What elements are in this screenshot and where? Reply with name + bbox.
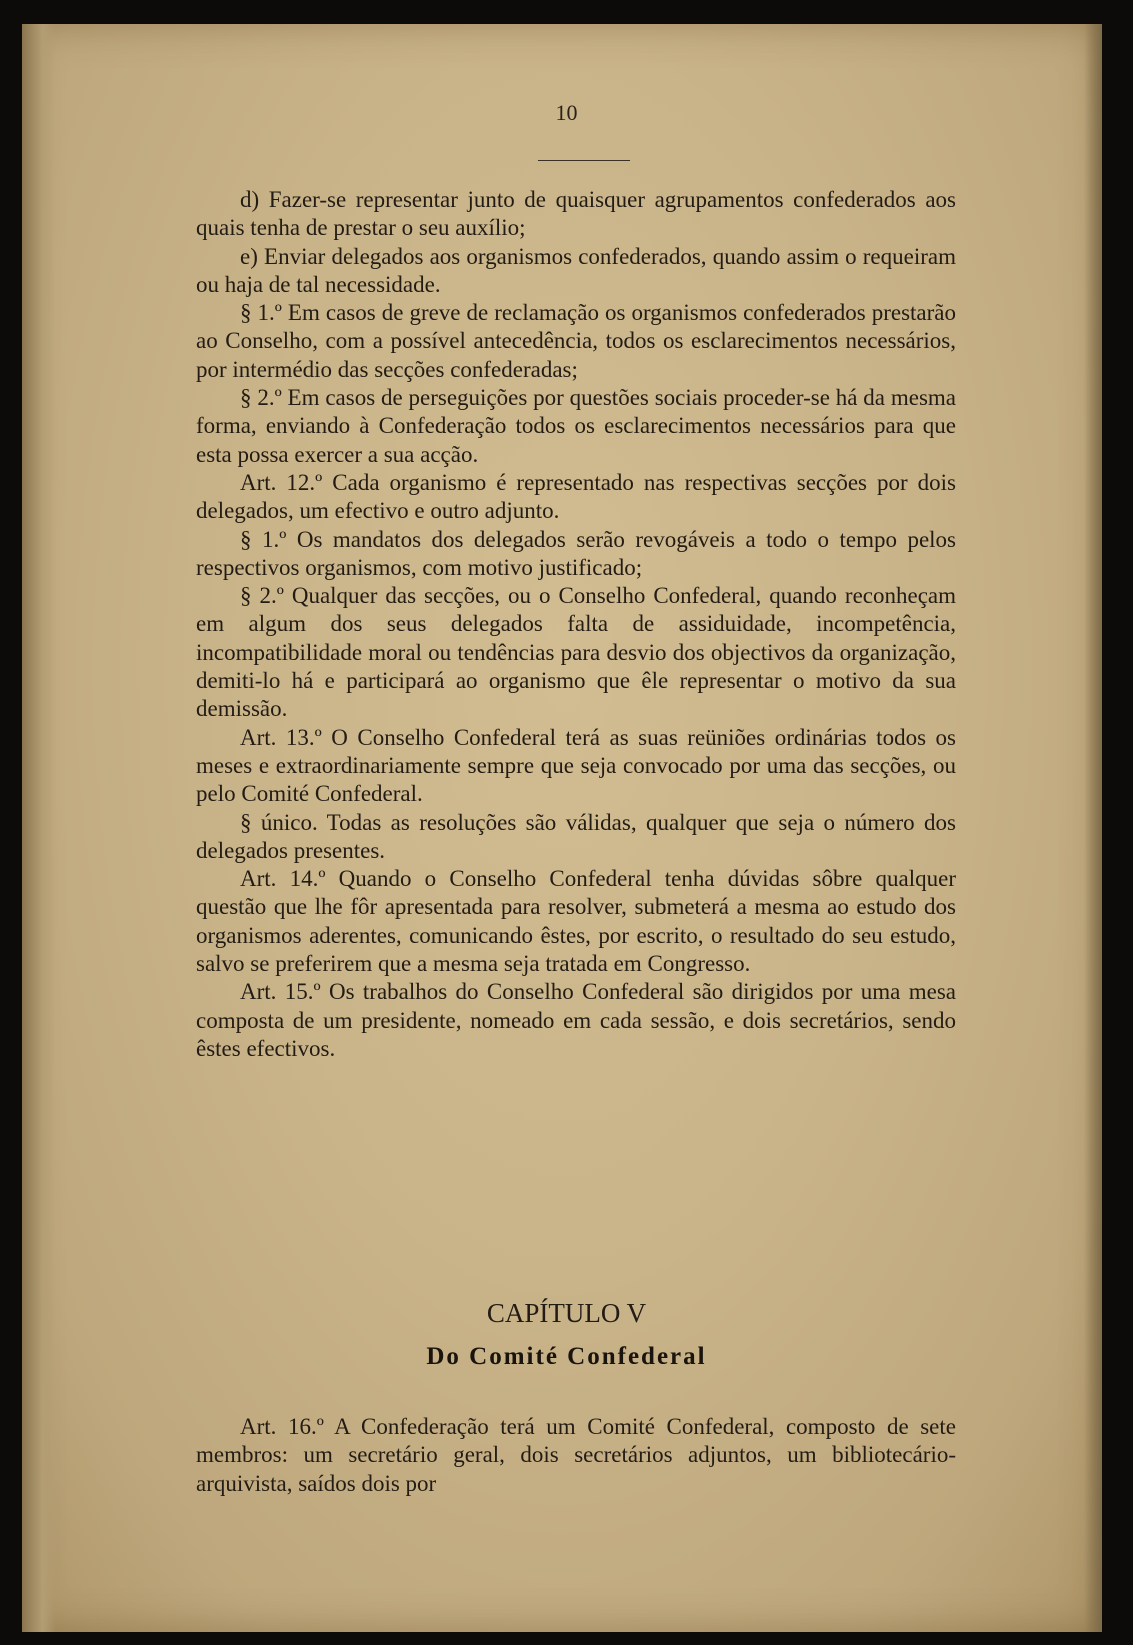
paragraph-art-13: Art. 13.º O Conselho Confederal terá as suas reüniões ordinárias todos os meses e extraordinariamente sempre que seja convocado por uma das secções, ou pelo Comité Confederal. <box>196 724 956 807</box>
header-rule <box>538 160 630 161</box>
page-number: 10 <box>555 100 578 125</box>
paragraph-art-12: Art. 12.º Cada organismo é representado nas respectivas secções por dois delegados, um efectivo e outro adjunto. <box>196 469 956 524</box>
paragraph-item-d: d) Fazer-se representar junto de quaisquer agrupamentos confederados aos quais tenha de prestar o seu auxílio; <box>196 187 956 241</box>
chapter-title: CAPÍTULO V <box>486 1298 647 1328</box>
paragraph-art-16: Art. 16.º A Confederação terá um Comité Confederal, composto de sete membros: um secretário geral, dois secretários adjuntos, um bibliotecário-arquivista, saídos dois por <box>196 1414 956 1496</box>
chapter-subtitle: Do Comité Confederal <box>426 1343 707 1370</box>
page-right-edge <box>1084 24 1102 1632</box>
paragraph-section-1: § 1.º Em casos de greve de reclamação os organismos confederados prestarão ao Conselho, com a possível antecedência, todos os esclarecimentos necessários, por intermédio das secções confederadas; <box>196 300 956 382</box>
body-text <box>196 186 956 1063</box>
paragraph-art-12-section-2: § 2.º Qualquer das secções, ou o Conselho Confederal, quando reconheçam em algum dos seus delegados falta de assiduidade, incompetência, incompatibilidade moral ou tendências para desvio dos objectivos da organização, demiti-lo há e participará ao organismo que êle representar o motivo da sua demissão. <box>196 583 956 722</box>
paragraph-art-12-section-1: § 1.º Os mandatos dos delegados serão revogáveis a todo o tempo pelos respectivos organismos, com motivo justificado; <box>196 526 956 580</box>
paragraph-art-14: Art. 14.º Quando o Conselho Confederal tenha dúvidas sôbre qualquer questão que lhe fôr apresentada para resolver, submeterá a mesma ao estudo dos organismos aderentes, comunicando êstes, por escrito, o resultado do seu estudo, salvo se preferirem que a mesma seja tratada em Congresso. <box>196 866 956 977</box>
paragraph-section-2: § 2.º Em casos de perseguições por questões sociais proceder-se há da mesma forma, enviando à Confederação todos os esclarecimentos necessários para que esta possa exercer a sua acção. <box>196 385 956 467</box>
paragraph-art-13-single-section: § único. Todas as resoluções são válidas, qualquer que seja o número dos delegados presentes. <box>196 809 956 863</box>
paragraph-item-e: e) Enviar delegados aos organismos confederados, quando assim o requeiram ou haja de tal necessidade. <box>196 243 956 297</box>
paragraph-art-15: Art. 15.º Os trabalhos do Conselho Confederal são dirigidos por uma mesa composta de um presidente, nomeado em cada sessão, e dois secretários, sendo êstes efectivos. <box>196 979 956 1061</box>
body-text-continued <box>196 1413 956 1498</box>
page-left-edge <box>22 24 56 1632</box>
